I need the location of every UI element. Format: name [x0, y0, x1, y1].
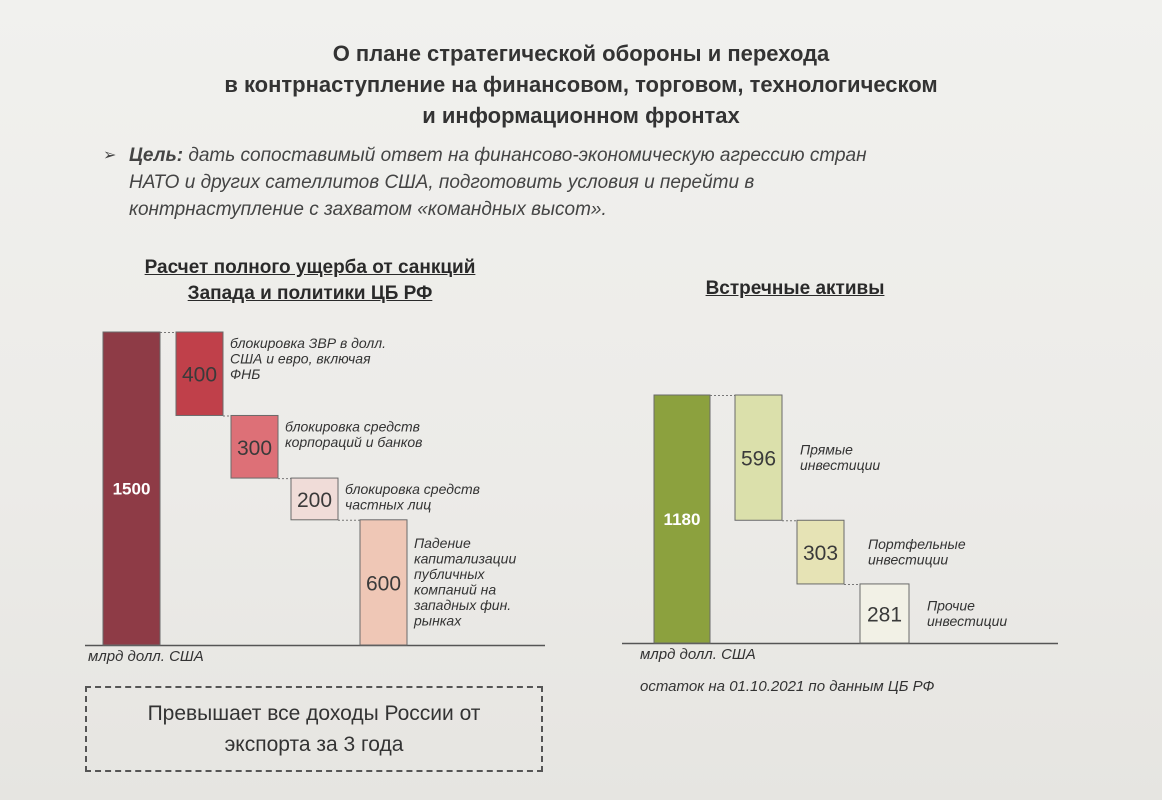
component-description-line: публичных — [414, 565, 485, 582]
component-description-line: частных лиц — [345, 496, 432, 513]
component-description-line: США и евро, включая — [230, 350, 371, 367]
component-description-line: капитализации — [414, 550, 517, 567]
component-description-line: блокировка ЗВР в долл. — [230, 335, 387, 351]
component-value-label: 300 — [236, 436, 273, 460]
left-unit-label: млрд долл. США — [88, 648, 204, 665]
component-description-line: инвестиции — [927, 612, 1008, 629]
component-value-label: 281 — [866, 603, 903, 627]
component-description-line: компаний на — [414, 581, 497, 598]
title-line: в контрнаступление на финансовом, торговом, технологическом — [224, 72, 938, 97]
callout-box — [85, 686, 543, 772]
goal-text-line: НАТО и других сателлитов США, подготовить условия и перейти в — [129, 172, 755, 193]
component-value-label: 200 — [296, 488, 333, 512]
component-description-line: Прочие — [927, 597, 975, 614]
goal-text-line: контрнаступление с захватом «командных высот». — [129, 199, 607, 220]
title-line: и информационном фронтах — [422, 103, 740, 128]
right-unit-label: млрд долл. США — [640, 646, 756, 663]
callout-line: Превышает все доходы России от — [147, 702, 481, 725]
component-description-line: блокировка средств — [285, 418, 420, 435]
goal-label: Цель: — [129, 145, 184, 166]
left-chart-title-line: Расчет полного ущерба от санкций — [144, 257, 476, 278]
component-description-line: рынках — [414, 612, 462, 629]
arrow-bullet-icon: ➢ — [103, 147, 117, 164]
left-chart-title-line: Запада и политики ЦБ РФ — [187, 283, 433, 304]
component-value-label: 400 — [181, 363, 218, 387]
right-chart-title-line: Встречные активы — [705, 278, 885, 299]
component-description-line: ФНБ — [230, 366, 261, 382]
component-description-line: блокировка средств — [345, 481, 480, 498]
component-description-line: инвестиции — [868, 551, 949, 568]
component-description-line: западных фин. — [414, 596, 512, 613]
component-value-label: 596 — [740, 447, 777, 471]
component-description-line: Прямые — [800, 441, 853, 458]
data-source-note: остаток на 01.10.2021 по данным ЦБ РФ — [640, 678, 935, 695]
component-description-line: Портфельные — [868, 536, 966, 553]
component-description-line: корпораций и банков — [285, 433, 423, 450]
goal-text-line: дать сопоставимый ответ на финансово-экономическую агрессию стран — [188, 145, 867, 166]
component-value-label: 303 — [802, 542, 839, 566]
component-value-label: 600 — [365, 572, 402, 596]
component-description-line: Падение — [414, 534, 471, 551]
total-bar-label: 1180 — [663, 510, 701, 529]
component-description-line: инвестиции — [800, 457, 881, 474]
title-line: О плане стратегической обороны и перехода — [332, 41, 830, 66]
callout-line: экспорта за 3 года — [224, 733, 404, 756]
total-bar-label: 1500 — [112, 479, 151, 499]
